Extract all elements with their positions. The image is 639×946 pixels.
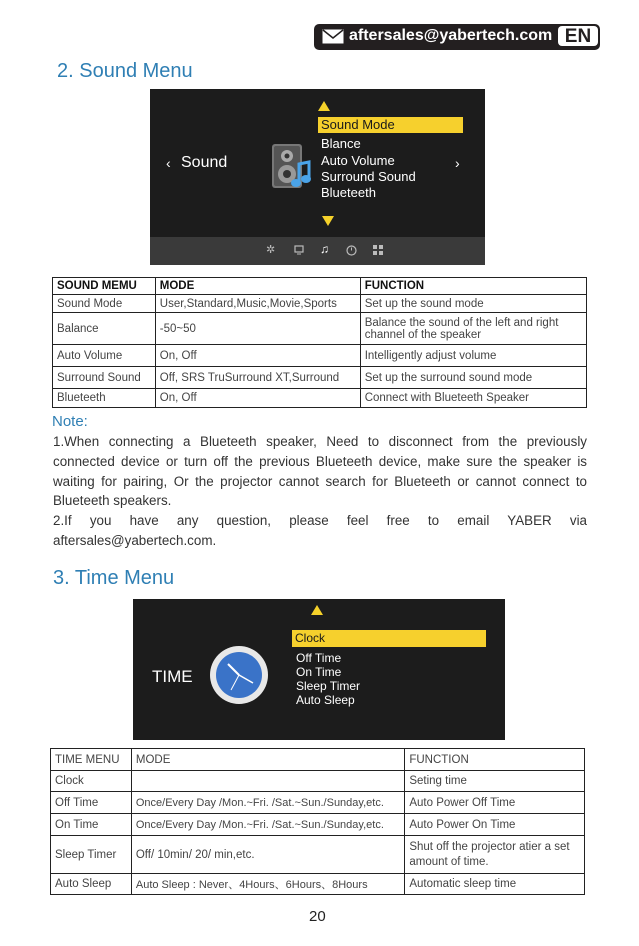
table-header-cell: SOUND MEMU (53, 278, 156, 295)
table-cell: Auto Sleep (51, 874, 132, 895)
language-badge: EN (558, 26, 598, 46)
table-cell: User,Standard,Music,Movie,Sports (155, 295, 360, 313)
sound-table (52, 277, 587, 408)
sound-menu-item-3[interactable]: Surround Sound (321, 169, 416, 184)
time-menu-screen (133, 599, 505, 740)
table-cell: Seting time (405, 771, 585, 792)
sound-menu-item-1[interactable]: Blance (321, 136, 361, 151)
table-header-cell: MODE (131, 749, 404, 771)
table-cell: Automatic sleep time (405, 874, 585, 895)
table-cell: -50~50 (155, 313, 360, 345)
time-screen-label: TIME (152, 667, 193, 686)
table-cell: Auto Volume (53, 345, 156, 367)
table-cell: Auto Power Off Time (405, 792, 585, 814)
sound-menu-item-4[interactable]: Blueteeth (321, 185, 376, 200)
time-menu-item-0[interactable]: Clock (292, 630, 486, 647)
table-cell (131, 771, 404, 792)
table-cell: Set up the sound mode (360, 295, 586, 313)
table-row (53, 367, 587, 389)
time-menu-item-1[interactable]: Off Time (296, 651, 342, 665)
table-cell: Off Time (51, 792, 132, 814)
table-header-cell: FUNCTION (360, 278, 586, 295)
table-header-cell: FUNCTION (405, 749, 585, 771)
table-cell: Off/ 10min/ 20/ min,etc. (131, 836, 404, 874)
table-header-cell: MODE (155, 278, 360, 295)
table-cell: Sleep Timer (51, 836, 132, 874)
header-badge (314, 24, 600, 50)
table-header-row (51, 749, 585, 771)
scroll-down-arrow (322, 216, 334, 226)
left-arrow-icon: ‹ (166, 155, 171, 171)
table-cell: Shut off the projector atier a set amount of time. (405, 836, 585, 874)
table-row (53, 295, 587, 313)
table-header-row (53, 278, 587, 295)
grid-icon (373, 245, 383, 255)
time-menu-item-3[interactable]: Sleep Timer (296, 679, 361, 693)
sound-section-title: 2. Sound Menu (57, 60, 193, 82)
table-header-cell: TIME MENU (51, 749, 132, 771)
table-cell: Intelligently adjust volume (360, 345, 586, 367)
table-cell: On, Off (155, 345, 360, 367)
sound-screen-label: Sound (181, 154, 228, 171)
picture-icon: ✲ (266, 244, 276, 256)
note-title: Note: (52, 413, 88, 430)
clock-face-icon (209, 645, 269, 705)
table-cell: Once/Every Day /Mon.~Fri. /Sat.~Sun./Sunday,etc. (131, 814, 404, 836)
mail-icon (322, 29, 344, 44)
table-row (51, 874, 585, 895)
note-paragraph-1: 1.When connecting a Blueteeth speaker, Need to disconnect from the previously connected device or turn off the previous Blueteeth device, make sure the speaker is waiting for pairing, Or the projector cannot search for Blueteeth or cannot connect to Blueteeth speakers. (53, 434, 587, 509)
music-note-icon: ♫ (320, 242, 329, 256)
time-section-title: 3. Time Menu (53, 567, 175, 589)
note-paragraph-2: 2.If you have any question, please feel free to email YABER via aftersales@yabertech.com. (53, 513, 587, 548)
time-table (50, 748, 585, 895)
table-cell: On, Off (155, 389, 360, 408)
table-row (53, 345, 587, 367)
table-cell: Connect with Blueteeth Speaker (360, 389, 586, 408)
table-cell: Blueteeth (53, 389, 156, 408)
right-arrow-icon: › (455, 155, 460, 171)
table-cell: Set up the surround sound mode (360, 367, 586, 389)
clock-icon (346, 245, 357, 256)
screen-icon (294, 245, 304, 255)
table-row (51, 792, 585, 814)
table-row (51, 814, 585, 836)
sound-menu-item-0[interactable]: Sound Mode (318, 117, 463, 133)
table-cell: Balance (53, 313, 156, 345)
table-cell: Surround Sound (53, 367, 156, 389)
table-cell: Balance the sound of the left and right channel of the speaker (360, 313, 586, 345)
table-cell: Once/Every Day /Mon.~Fri. /Sat.~Sun./Sunday,etc. (131, 792, 404, 814)
speaker-icon (269, 142, 315, 192)
table-cell: Clock (51, 771, 132, 792)
table-cell: On Time (51, 814, 132, 836)
time-menu-item-4[interactable]: Auto Sleep (296, 693, 355, 707)
table-cell: Off, SRS TruSurround XT,Surround (155, 367, 360, 389)
scroll-up-arrow (311, 605, 323, 615)
bottom-icon-bar (150, 237, 485, 265)
table-row (53, 313, 587, 345)
table-cell: Auto Power On Time (405, 814, 585, 836)
table-row (53, 389, 587, 408)
table-row (51, 836, 585, 874)
page-number: 20 (309, 908, 326, 925)
table-cell: Sound Mode (53, 295, 156, 313)
sound-menu-screen (150, 89, 485, 265)
sound-menu-item-2[interactable]: Auto Volume (321, 153, 395, 168)
table-row (51, 771, 585, 792)
table-cell: Auto Sleep : Never、4Hours、6Hours、8Hours (131, 874, 404, 895)
header-email: aftersales@yabertech.com (349, 27, 553, 44)
time-menu-item-2[interactable]: On Time (296, 665, 342, 679)
scroll-up-arrow (318, 101, 330, 111)
